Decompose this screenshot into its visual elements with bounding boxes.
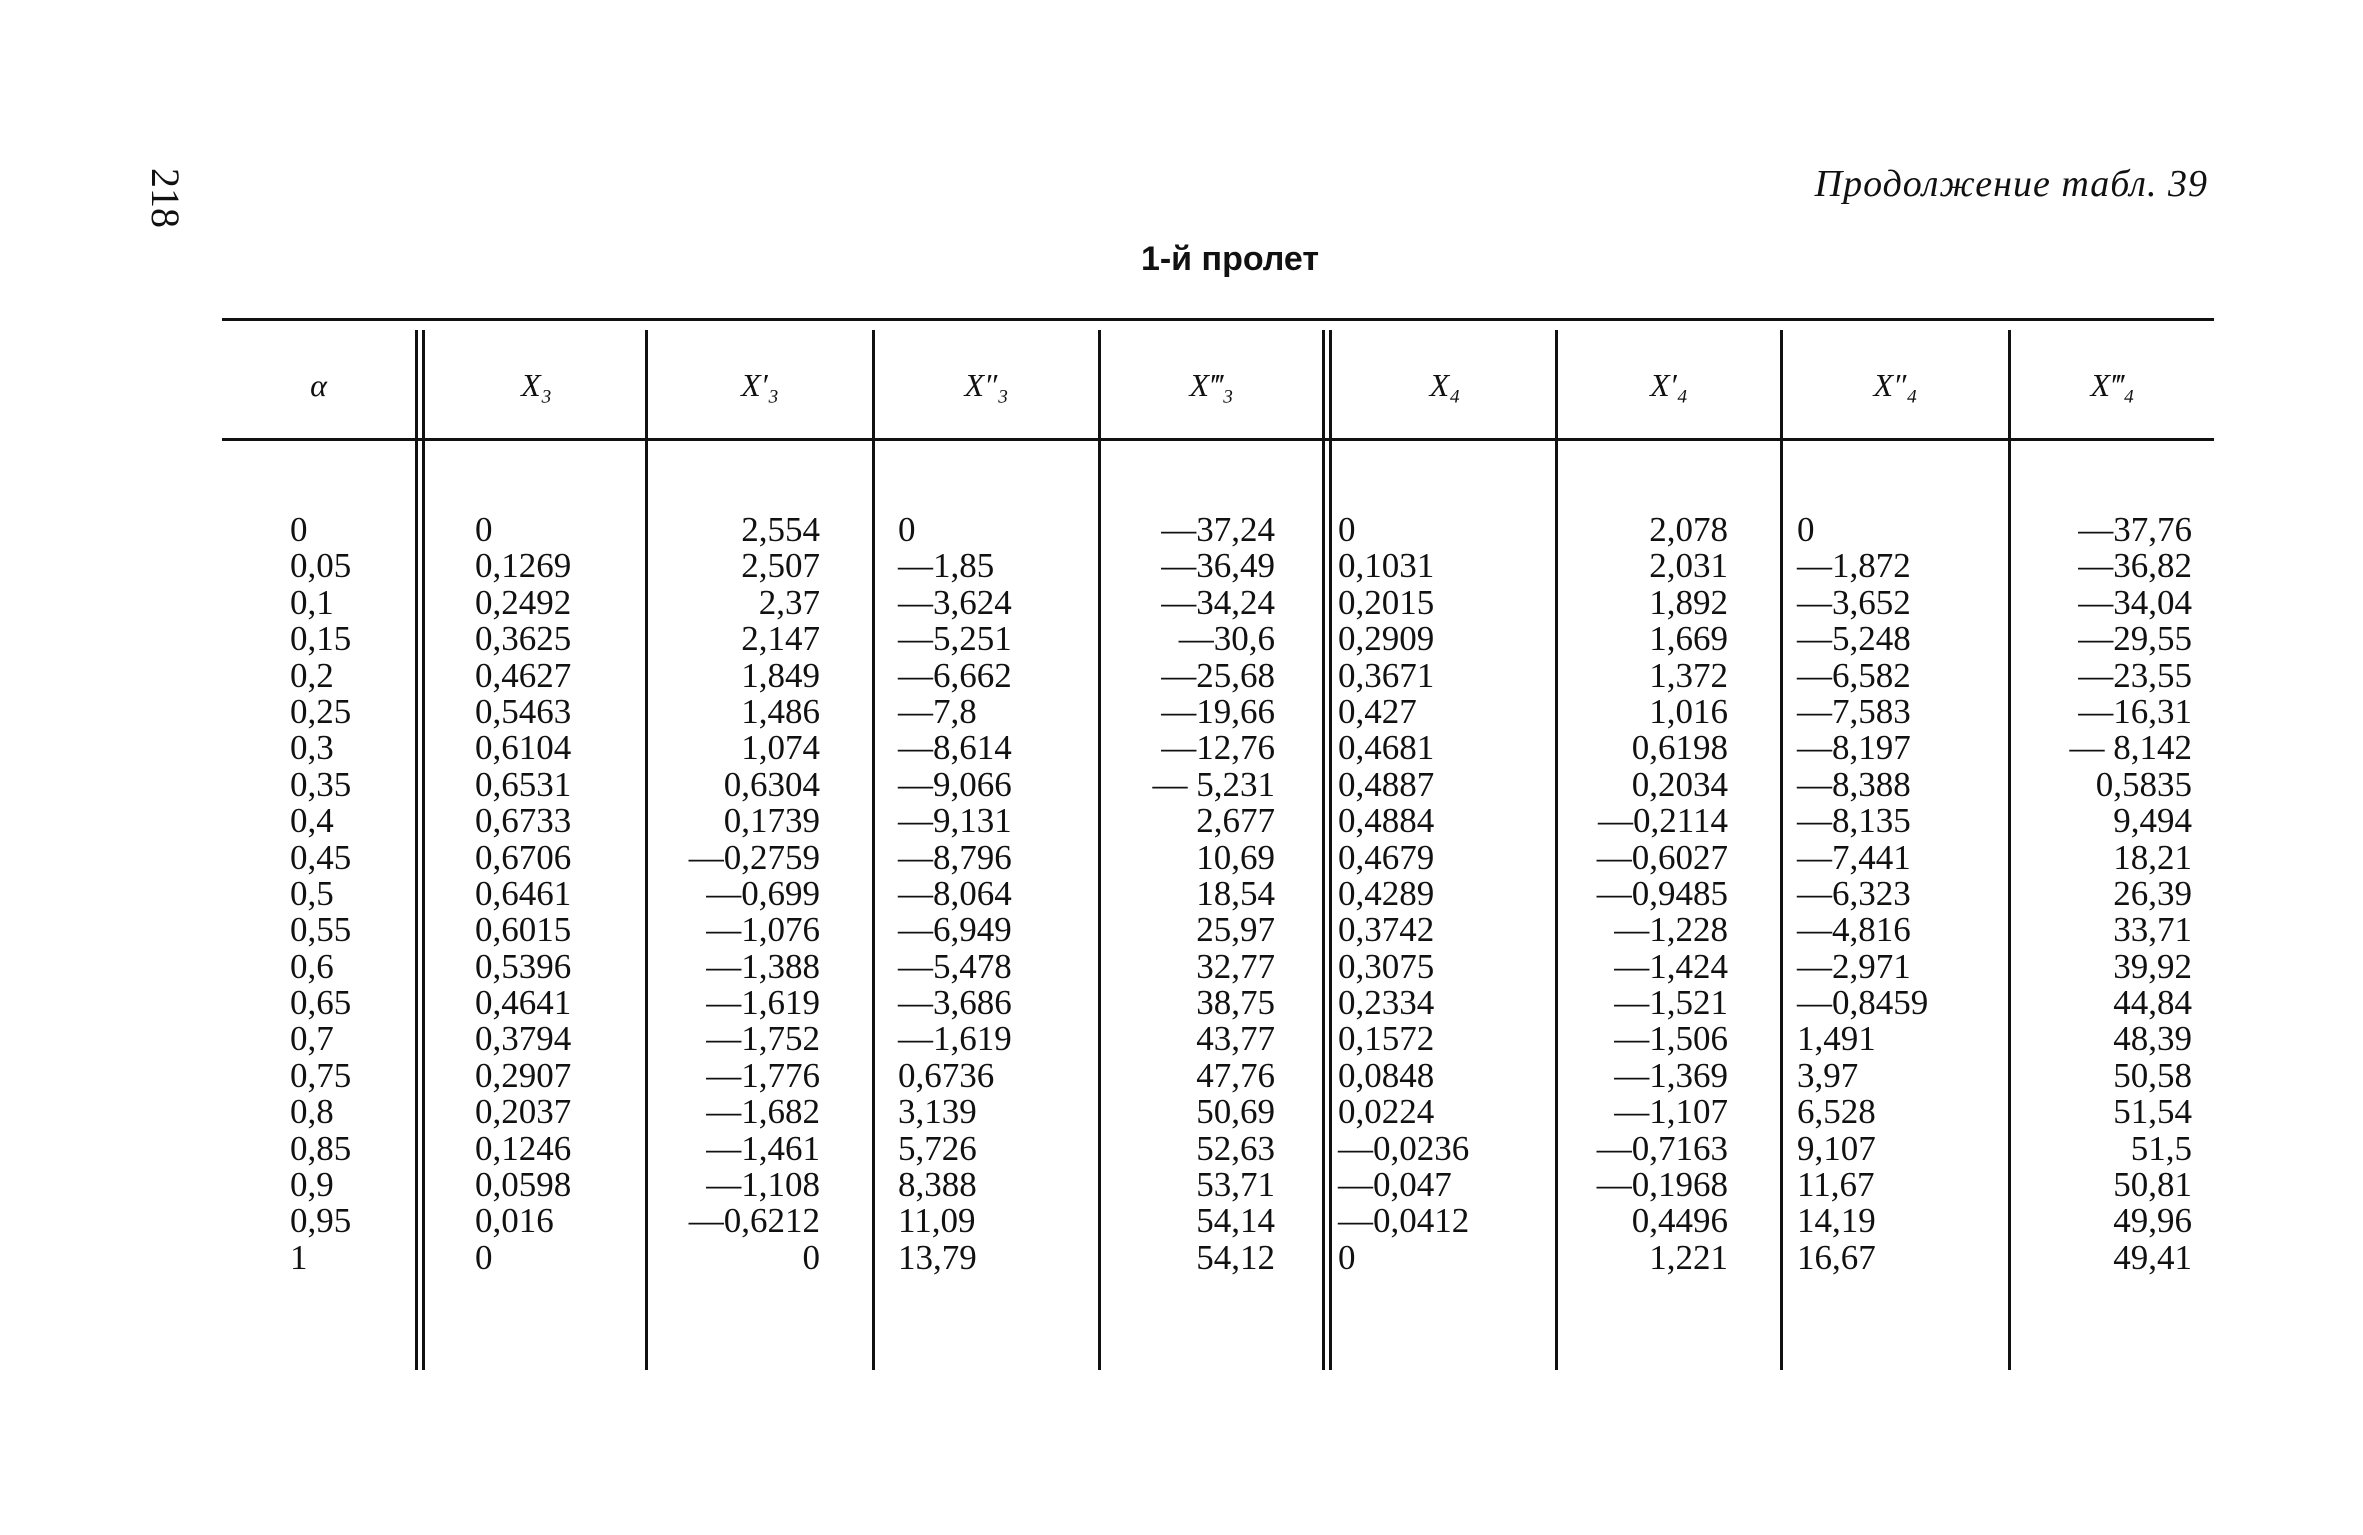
table-cell: 0,6733 bbox=[475, 801, 572, 841]
table-cell: 44,84 bbox=[2113, 983, 2192, 1023]
table-cell: 0,6461 bbox=[475, 873, 572, 913]
table-cell: 0,4496 bbox=[1631, 1201, 1728, 1241]
table-cell: 0,6198 bbox=[1631, 728, 1728, 768]
table-cell: —1,369 bbox=[1614, 1055, 1728, 1095]
table-cell: —9,066 bbox=[898, 764, 1012, 804]
table-cell: 0,55 bbox=[290, 910, 352, 950]
table-cell: —1,682 bbox=[706, 1092, 820, 1132]
table-cell: 1,849 bbox=[741, 655, 820, 695]
table-cell: 0,95 bbox=[290, 1201, 352, 1241]
table-cell: 2,031 bbox=[1649, 546, 1728, 586]
table-cell: 25,97 bbox=[1196, 910, 1275, 950]
table-cell: 0,016 bbox=[475, 1201, 554, 1241]
table-cell: 5,726 bbox=[898, 1128, 977, 1168]
column-x4 bbox=[1338, 512, 1518, 1276]
table-cell: —1,108 bbox=[706, 1165, 820, 1205]
table-cell: 38,75 bbox=[1196, 983, 1275, 1023]
column-x4-prime bbox=[1560, 512, 1728, 1276]
table-cell: 0,0224 bbox=[1338, 1092, 1435, 1132]
table-cell: —0,047 bbox=[1338, 1165, 1452, 1205]
table-cell: 0,8 bbox=[290, 1092, 334, 1132]
table-cell: —1,228 bbox=[1614, 910, 1728, 950]
table-cell: —1,521 bbox=[1614, 983, 1728, 1023]
table-cell: 0 bbox=[290, 510, 308, 549]
table-cell: —6,662 bbox=[898, 655, 1012, 695]
table-cell: —3,686 bbox=[898, 983, 1012, 1023]
table-cell: 2,507 bbox=[741, 546, 820, 586]
table-cell: 32,77 bbox=[1196, 946, 1275, 986]
column-x3 bbox=[475, 512, 635, 1276]
header-x3-prime: X′₃ bbox=[741, 367, 779, 403]
table-cell: 18,21 bbox=[2113, 837, 2192, 877]
table-cell: —36,82 bbox=[2078, 546, 2192, 586]
table-cell: 50,81 bbox=[2113, 1165, 2192, 1205]
table-cell: —5,251 bbox=[898, 619, 1012, 659]
table-cell: —1,872 bbox=[1797, 546, 1911, 586]
column-divider-x4 bbox=[1322, 330, 1325, 1370]
table-cell: 0 bbox=[1338, 510, 1356, 549]
table-cell: —1,076 bbox=[706, 910, 820, 950]
table-cell: 0,85 bbox=[290, 1128, 352, 1168]
table-cell: —30,6 bbox=[1178, 619, 1275, 659]
table-cell: 0,5396 bbox=[475, 946, 572, 986]
table-cell: 0,3 bbox=[290, 728, 334, 768]
table-cell: 0,3742 bbox=[1338, 910, 1435, 950]
table-cell: 3,97 bbox=[1797, 1055, 1859, 1095]
table-cell: 0,4 bbox=[290, 801, 334, 841]
table-cell: 0,1269 bbox=[475, 546, 572, 586]
table-cell: —0,699 bbox=[706, 873, 820, 913]
table-cell: 0,5835 bbox=[2095, 764, 2192, 804]
table-cell: 48,39 bbox=[2113, 1019, 2192, 1059]
table-cell: 2,554 bbox=[741, 510, 820, 549]
table-cell: —23,55 bbox=[2078, 655, 2192, 695]
table-cell: 0,3794 bbox=[475, 1019, 572, 1059]
table-cell: 0,1572 bbox=[1338, 1019, 1435, 1059]
table-cell: 54,12 bbox=[1196, 1237, 1275, 1277]
table-cell: 0 bbox=[898, 510, 916, 549]
table-cell: —8,197 bbox=[1797, 728, 1911, 768]
table-cell: 0,2907 bbox=[475, 1055, 572, 1095]
header-x4-double-prime: X″₄ bbox=[1873, 367, 1918, 403]
table-cell: —7,583 bbox=[1797, 691, 1911, 731]
table-cell: 9,107 bbox=[1797, 1128, 1876, 1168]
table-cell: 0 bbox=[802, 1237, 820, 1277]
table-cell: 0,427 bbox=[1338, 691, 1417, 731]
table-cell: —37,76 bbox=[2078, 510, 2192, 549]
table-cell: —2,971 bbox=[1797, 946, 1911, 986]
table-cell: 13,79 bbox=[898, 1237, 977, 1277]
table-cell: 0,6706 bbox=[475, 837, 572, 877]
table-top-rule bbox=[222, 318, 2214, 321]
table-cell: 0,1739 bbox=[723, 801, 820, 841]
column-x3-triple-prime bbox=[1110, 512, 1275, 1276]
table-cell: 0,6015 bbox=[475, 910, 572, 950]
table-cell: —6,582 bbox=[1797, 655, 1911, 695]
table-cell: 0,5 bbox=[290, 873, 334, 913]
table-cell: —5,248 bbox=[1797, 619, 1911, 659]
table-cell: —1,619 bbox=[706, 983, 820, 1023]
table-cell: 0,2492 bbox=[475, 582, 572, 622]
table-cell: 0,2015 bbox=[1338, 582, 1435, 622]
table-cell: 54,14 bbox=[1196, 1201, 1275, 1241]
column-divider bbox=[2008, 330, 2011, 1370]
table-cell: 0,6304 bbox=[723, 764, 820, 804]
table-cell: 1,491 bbox=[1797, 1019, 1876, 1059]
table-cell: 0,15 bbox=[290, 619, 352, 659]
table-cell: —1,776 bbox=[706, 1055, 820, 1095]
table-cell: 0,2909 bbox=[1338, 619, 1435, 659]
table-cell: 0,3625 bbox=[475, 619, 572, 659]
table-cell: —0,0412 bbox=[1338, 1201, 1470, 1241]
header-x3: X₃ bbox=[521, 367, 552, 403]
table-cell: 0,6736 bbox=[898, 1055, 995, 1095]
table-cell: 0,1246 bbox=[475, 1128, 572, 1168]
table-cell: 0,4681 bbox=[1338, 728, 1435, 768]
table-cell: 51,5 bbox=[2130, 1128, 2192, 1168]
table-cell: 1,892 bbox=[1649, 582, 1728, 622]
table-cell: —4,816 bbox=[1797, 910, 1911, 950]
column-x3-double-prime bbox=[898, 512, 1078, 1276]
column-divider bbox=[1780, 330, 1783, 1370]
table-cell: 1 bbox=[290, 1237, 308, 1277]
table-cell: —9,131 bbox=[898, 801, 1012, 841]
table-cell: —8,614 bbox=[898, 728, 1012, 768]
table-cell: —25,68 bbox=[1161, 655, 1275, 695]
table-cell: 0,4627 bbox=[475, 655, 572, 695]
table-cell: 1,669 bbox=[1649, 619, 1728, 659]
table-cell: 0,75 bbox=[290, 1055, 352, 1095]
table-cell: 0,0598 bbox=[475, 1165, 572, 1205]
column-x4-double-prime bbox=[1797, 512, 1987, 1276]
table-cell: —3,624 bbox=[898, 582, 1012, 622]
table-cell: 49,96 bbox=[2113, 1201, 2192, 1241]
column-x3-prime bbox=[660, 512, 820, 1276]
table-cell: 49,41 bbox=[2113, 1237, 2192, 1277]
table-cell: —1,506 bbox=[1614, 1019, 1728, 1059]
table-cell: — 8,142 bbox=[2069, 728, 2192, 768]
table-cell: 26,39 bbox=[2113, 873, 2192, 913]
header-x3-double-prime: X″₃ bbox=[964, 367, 1009, 403]
table-cell: 0,35 bbox=[290, 764, 352, 804]
table-cell: 2,677 bbox=[1196, 801, 1275, 841]
table-cell: —1,424 bbox=[1614, 946, 1728, 986]
table-cell: —8,135 bbox=[1797, 801, 1911, 841]
table-cell: 0,4679 bbox=[1338, 837, 1435, 877]
header-x4-prime: X′₄ bbox=[1650, 367, 1688, 403]
table-cell: 43,77 bbox=[1196, 1019, 1275, 1059]
table-cell: 0,45 bbox=[290, 837, 352, 877]
table-cell: 3,139 bbox=[898, 1092, 977, 1132]
table-cell: 14,19 bbox=[1797, 1201, 1876, 1241]
table-cell: 0,1031 bbox=[1338, 546, 1435, 586]
page-number: 218 bbox=[143, 168, 188, 228]
table-cell: —3,652 bbox=[1797, 582, 1911, 622]
table-cell: —19,66 bbox=[1161, 691, 1275, 731]
table-cell: —1,107 bbox=[1614, 1092, 1728, 1132]
table-cell: —34,04 bbox=[2078, 582, 2192, 622]
table-cell: 2,078 bbox=[1649, 510, 1728, 549]
table-cell: —37,24 bbox=[1161, 510, 1275, 549]
table-cell: 10,69 bbox=[1196, 837, 1275, 877]
table-cell: —7,8 bbox=[898, 691, 977, 731]
table-cell: 11,67 bbox=[1797, 1165, 1875, 1205]
table-cell: 0 bbox=[1797, 510, 1815, 549]
table-cell: 0,2 bbox=[290, 655, 334, 695]
column-x4-triple-prime bbox=[2020, 512, 2192, 1276]
table-cell: —0,7163 bbox=[1596, 1128, 1728, 1168]
table-cell: —0,2114 bbox=[1598, 801, 1728, 841]
table-cell: —6,323 bbox=[1797, 873, 1911, 913]
table-cell: —0,1968 bbox=[1596, 1165, 1728, 1205]
table-cell: —0,9485 bbox=[1596, 873, 1728, 913]
header-x4-triple-prime: X‴₄ bbox=[2090, 367, 2135, 403]
table-cell: 1,016 bbox=[1649, 691, 1728, 731]
table-cell: —0,0236 bbox=[1338, 1128, 1470, 1168]
table-cell: 1,486 bbox=[741, 691, 820, 731]
table-cell: 6,528 bbox=[1797, 1092, 1876, 1132]
table-cell: 0,6104 bbox=[475, 728, 572, 768]
table-cell: 1,372 bbox=[1649, 655, 1728, 695]
table-cell: —0,6212 bbox=[688, 1201, 820, 1241]
table-cell: 50,58 bbox=[2113, 1055, 2192, 1095]
table-cell: 8,388 bbox=[898, 1165, 977, 1205]
table-cell: 0,6531 bbox=[475, 764, 572, 804]
table-cell: 0,9 bbox=[290, 1165, 334, 1205]
table-cell: —1,85 bbox=[898, 546, 995, 586]
table-cell: 16,67 bbox=[1797, 1237, 1876, 1277]
column-divider bbox=[1098, 330, 1101, 1370]
table-cell: 0,25 bbox=[290, 691, 352, 731]
table-cell: —6,949 bbox=[898, 910, 1012, 950]
table-cell: —12,76 bbox=[1161, 728, 1275, 768]
table-cell: 0,2037 bbox=[475, 1092, 572, 1132]
table-cell: 0,5463 bbox=[475, 691, 572, 731]
table-cell: 0,7 bbox=[290, 1019, 334, 1059]
table-cell: 0 bbox=[475, 1237, 493, 1277]
table-cell: 1,221 bbox=[1649, 1237, 1728, 1277]
table-cell: 0,2034 bbox=[1631, 764, 1728, 804]
table-cell: 50,69 bbox=[1196, 1092, 1275, 1132]
table-cell: —7,441 bbox=[1797, 837, 1911, 877]
table-cell: —1,388 bbox=[706, 946, 820, 986]
table-cell: 0 bbox=[1338, 1237, 1356, 1277]
table-cell: 0,4289 bbox=[1338, 873, 1435, 913]
header-x3-triple-prime: X‴₃ bbox=[1189, 367, 1234, 403]
table-cell: —16,31 bbox=[2078, 691, 2192, 731]
table-cell: —0,2759 bbox=[688, 837, 820, 877]
table-cell: 0,2334 bbox=[1338, 983, 1435, 1023]
table-cell: 9,494 bbox=[2113, 801, 2192, 841]
column-divider bbox=[872, 330, 875, 1370]
table-cell: 0,65 bbox=[290, 983, 352, 1023]
table-cell: —5,478 bbox=[898, 946, 1012, 986]
table-cell: —1,461 bbox=[706, 1128, 820, 1168]
table-cell: —1,619 bbox=[898, 1019, 1012, 1059]
table-cell: —34,24 bbox=[1161, 582, 1275, 622]
column-divider bbox=[1555, 330, 1558, 1370]
table-cell: —29,55 bbox=[2078, 619, 2192, 659]
column-alpha bbox=[290, 512, 400, 1276]
table-cell: 0,3075 bbox=[1338, 946, 1435, 986]
header-alpha: α bbox=[310, 367, 327, 403]
table-cell: 51,54 bbox=[2113, 1092, 2192, 1132]
column-divider-alpha bbox=[415, 330, 418, 1370]
header-x4: X₄ bbox=[1429, 367, 1461, 403]
table-cell: 0,6 bbox=[290, 946, 334, 986]
table-cell: — 5,231 bbox=[1152, 764, 1275, 804]
table-cell: 0 bbox=[475, 510, 493, 549]
table-cell: —0,6027 bbox=[1596, 837, 1728, 877]
table-cell: 0,0848 bbox=[1338, 1055, 1435, 1095]
table-cell: 0,3671 bbox=[1338, 655, 1435, 695]
column-divider bbox=[645, 330, 648, 1370]
table-cell: —0,8459 bbox=[1797, 983, 1929, 1023]
table-cell: 2,37 bbox=[758, 582, 820, 622]
table-cell: 11,09 bbox=[898, 1201, 976, 1241]
table-cell: 0,05 bbox=[290, 546, 352, 586]
table-cell: 0,4641 bbox=[475, 983, 572, 1023]
span-title: 1-й пролет bbox=[1140, 240, 1320, 278]
table-cell: 0,4884 bbox=[1338, 801, 1435, 841]
table-header-rule bbox=[222, 438, 2214, 441]
table-cell: 33,71 bbox=[2113, 910, 2192, 950]
table-cell: 1,074 bbox=[741, 728, 820, 768]
table-cell: 53,71 bbox=[1196, 1165, 1275, 1205]
table-cell: —8,064 bbox=[898, 873, 1012, 913]
table-cell: —1,752 bbox=[706, 1019, 820, 1059]
table-cell: —8,796 bbox=[898, 837, 1012, 877]
table-cell: 0,4887 bbox=[1338, 764, 1435, 804]
table-cell: 47,76 bbox=[1196, 1055, 1275, 1095]
table-cell: 0,1 bbox=[290, 582, 334, 622]
table-cell: —8,388 bbox=[1797, 764, 1911, 804]
table-cell: 18,54 bbox=[1196, 873, 1275, 913]
table-continuation-caption: Продолжение табл. 39 bbox=[1814, 163, 2208, 205]
table-cell: 2,147 bbox=[741, 619, 820, 659]
table-cell: 39,92 bbox=[2113, 946, 2192, 986]
table-cell: 52,63 bbox=[1196, 1128, 1275, 1168]
table-cell: —36,49 bbox=[1161, 546, 1275, 586]
